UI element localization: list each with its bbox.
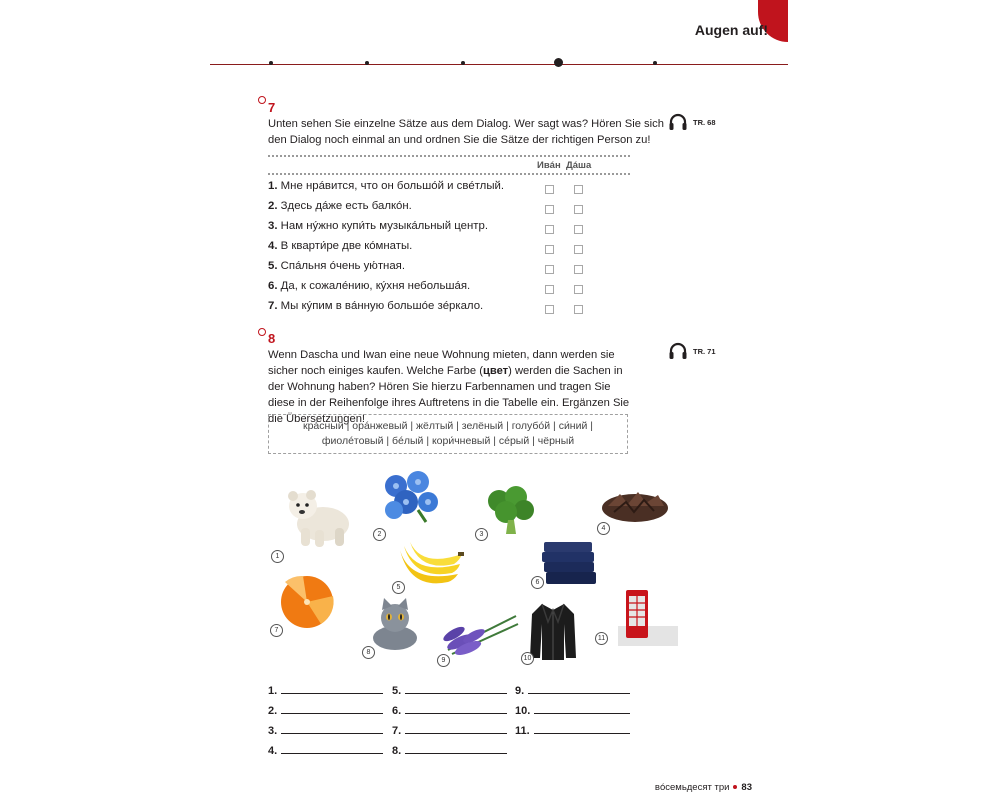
table-divider (268, 155, 630, 157)
header-dot (269, 61, 273, 65)
checkbox-ivan[interactable] (545, 305, 554, 314)
header-dot (365, 61, 369, 65)
jeans-stack-icon (540, 538, 600, 593)
picture-number: 3 (475, 528, 488, 541)
gray-cat-icon (370, 598, 420, 657)
checkbox-ivan[interactable] (545, 285, 554, 294)
answer-item (268, 684, 383, 697)
page-number-words: вóсемьдесят три (654, 782, 730, 793)
answer-item (392, 724, 507, 737)
checkbox-dasha[interactable] (574, 305, 583, 314)
answer-number: 1. (268, 685, 278, 697)
checkbox-dasha[interactable] (574, 265, 583, 274)
instructions-part: ) werden die Sachen in der Wohnung haben? Hören Sie hierzu Farbennamen und tragen Sie diese in der Reihenfolge ihres Auftretens in die Tabelle ein. Ergänzen Sie die Übersetzungen! (268, 365, 630, 425)
sentence-number: 2. (268, 200, 278, 212)
answer-line[interactable] (405, 684, 507, 694)
chocolate-icon (600, 486, 670, 531)
answer-line[interactable] (405, 724, 507, 734)
picture-number: 9 (437, 654, 450, 667)
section-title: Augen auf! (694, 22, 768, 38)
answer-item (515, 684, 630, 697)
picture-number: 11 (595, 632, 608, 645)
broccoli-icon (484, 486, 536, 541)
header-dot (461, 61, 465, 65)
header-rule (210, 64, 788, 65)
word-bank-line: крáсный | орáнжевый | жёлтый | зелёный | голубóй | си́ний | (302, 420, 593, 432)
answer-line[interactable] (534, 724, 630, 734)
picture-number: 8 (362, 646, 375, 659)
footer-dot (733, 785, 737, 789)
checkbox-dasha[interactable] (574, 205, 583, 214)
answer-number: 7. (392, 725, 402, 737)
answer-line[interactable] (281, 744, 383, 754)
answer-item (268, 744, 383, 757)
sentence-text: В кварти́ре две кóмнаты. (280, 240, 413, 252)
answer-number: 2. (268, 705, 278, 717)
answer-number: 10. (515, 705, 531, 717)
exercise-bullet (258, 328, 266, 336)
answer-line[interactable] (405, 744, 507, 754)
color-word-bank (268, 414, 628, 454)
audio-track-label: TR. 71 (693, 346, 716, 356)
orange-icon (273, 572, 343, 637)
answer-line[interactable] (281, 704, 383, 714)
exercise-instructions: Unten sehen Sie einzelne Sätze aus dem Dialog. Wer sagt was? Hören Sie sich den Dialog noch einmal an und ordnen Sie die Sätze der richtigen Person zu! (268, 118, 664, 146)
answer-item (268, 704, 383, 717)
picture-number: 4 (597, 522, 610, 535)
instructions-keyword: цвет (482, 365, 509, 377)
checkbox-dasha[interactable] (574, 245, 583, 254)
sentence-number: 6. (268, 280, 278, 292)
exercise-number: 8 (268, 331, 276, 346)
sentence-number: 1. (268, 180, 278, 192)
answer-number: 6. (392, 705, 402, 717)
polar-bear-icon (283, 484, 355, 555)
answer-item (392, 704, 507, 717)
sentence-text: Спáльня óчень ую́тная. (280, 260, 406, 272)
checkbox-dasha[interactable] (574, 285, 583, 294)
sentence-number: 4. (268, 240, 278, 252)
sentence-text: Нам нýжно купи́ть музыкáльный центр. (280, 220, 488, 232)
answer-item (268, 724, 383, 737)
picture-number: 6 (531, 576, 544, 589)
exercise-number: 7 (268, 100, 276, 115)
answer-number: 5. (392, 685, 402, 697)
checkbox-dasha[interactable] (574, 225, 583, 234)
answer-line[interactable] (281, 684, 383, 694)
answer-line[interactable] (534, 704, 630, 714)
sentence-text: Мне нрáвится, что он большóй и свéтлый. (280, 180, 505, 192)
answer-number: 9. (515, 685, 525, 697)
lavender-icon (438, 610, 522, 661)
audio-track-label: TR. 68 (693, 117, 716, 127)
leather-jacket-icon (528, 600, 578, 667)
headphones-icon (668, 113, 688, 131)
exercise-bullet (258, 96, 266, 104)
instructions-part: Wenn Dascha und Iwan eine neue Wohnung mieten, dann werden sie sicher noch einiges kaufen. Welche Farbe ( (268, 349, 615, 377)
picture-number: 1 (271, 550, 284, 563)
headphones-icon (668, 342, 688, 360)
answer-item (392, 684, 507, 697)
answer-number: 4. (268, 745, 278, 757)
sentence-number: 3. (268, 220, 278, 232)
bananas-icon (396, 540, 466, 597)
phone-booth-icon (618, 586, 678, 651)
checkbox-ivan[interactable] (545, 185, 554, 194)
page-number: 83 (741, 782, 752, 793)
audio-track[interactable] (668, 342, 716, 360)
picture-number: 5 (392, 581, 405, 594)
checkbox-ivan[interactable] (545, 265, 554, 274)
answer-item (515, 704, 630, 717)
answer-line[interactable] (281, 724, 383, 734)
sentence-number: 7. (268, 300, 278, 312)
table-divider (268, 173, 630, 175)
answer-number: 8. (392, 745, 402, 757)
picture-number: 7 (270, 624, 283, 637)
blue-flowers-icon (378, 470, 442, 533)
page-footer (655, 782, 752, 793)
picture-number: 10 (521, 652, 534, 665)
sentence-text: Да, к сожалéнию, кýхня небольшáя. (280, 280, 471, 292)
picture-number: 2 (373, 528, 386, 541)
sentence-text: Мы кýпим в вáнную большóе зéркало. (280, 300, 484, 312)
column-header-ivan: Ивáн (537, 160, 561, 171)
answer-number: 3. (268, 725, 278, 737)
answer-item (515, 724, 630, 737)
audio-track[interactable] (668, 113, 716, 131)
checkbox-ivan[interactable] (545, 225, 554, 234)
header-dot (653, 61, 657, 65)
checkbox-dasha[interactable] (574, 185, 583, 194)
answer-line[interactable] (528, 684, 630, 694)
answer-line[interactable] (405, 704, 507, 714)
answer-item (392, 744, 507, 757)
sentence-text: Здесь дáже есть балкóн. (280, 200, 412, 212)
column-header-dasha: Дáша (566, 160, 592, 171)
checkbox-ivan[interactable] (545, 205, 554, 214)
word-bank-line: фиолéтовый | бéлый | кори́чневый | сéрый | чёрный (321, 435, 575, 447)
answer-number: 11. (515, 725, 530, 737)
header-dot-large (554, 58, 563, 67)
sentence-number: 5. (268, 260, 278, 272)
checkbox-ivan[interactable] (545, 245, 554, 254)
